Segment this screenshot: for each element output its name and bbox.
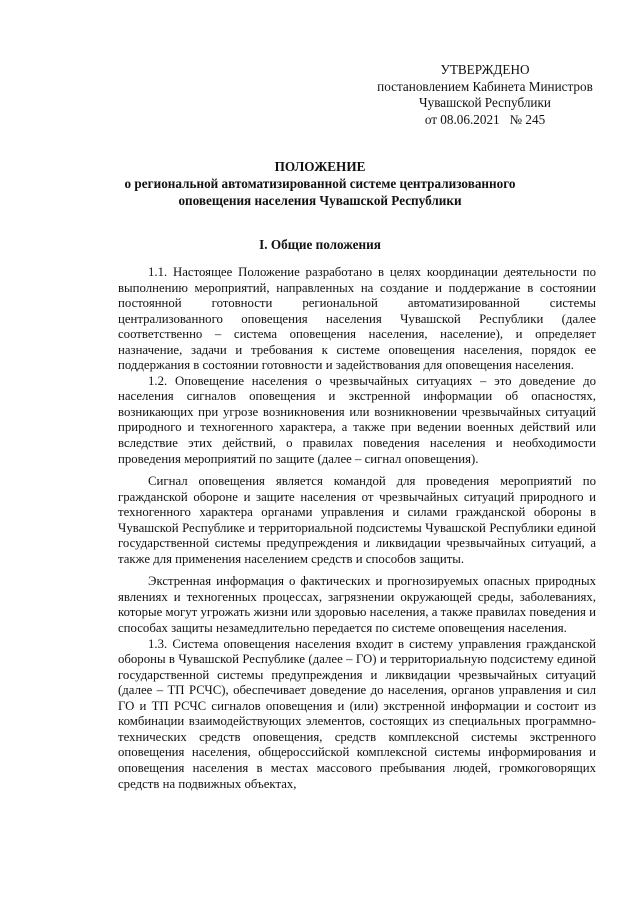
- document-body: [118, 265, 596, 792]
- paragraph-1-1: 1.1. Настоящее Положение разработано в целях координации деятельности по выполнению мероприятий, направленных на создание и поддержание в состоянии постоянной готовности региональной автоматизированной системы централизованного оповещения населения Чувашской Республики (далее соответственно – система оповещения населения, население), и определяет назначение, задачи и требования к системе оповещения населения, порядок ее поддержания в состоянии готовности и задействования для оповещения населения.: [118, 265, 596, 373]
- approval-stamp: [360, 62, 610, 128]
- paragraph-1-2: 1.2. Оповещение населения о чрезвычайных ситуациях – это доведение до населения сигналов оповещения и экстренной информации об опасностях, возникающих при угрозе возникновения или возникновении чрезвычайных ситуаций природного и техногенного характера, а также при ведении военных действий или вследствие этих действий, о правилах поведения населения и необходимости проведения мероприятий по защите (далее – сигнал оповещения).: [118, 373, 596, 466]
- title-heading: ПОЛОЖЕНИЕ: [274, 159, 366, 174]
- paragraph-1-3: 1.3. Система оповещения населения входит в систему управления гражданской обороны в Чувашской Республике (далее – ГО) и территориальную подсистему единой государственной системы предупреждения и ликвидации чрезвычайных ситуаций (далее – ТП РСЧС), обеспечивает доведение до населения, органов управления и сил ГО и ТП РСЧС сигналов оповещения и (или) экстренной информации и состоит из комбинации взаимодействующих элементов, состоящих из специальных программно-технических средств оповещения, средств комплексной системы экстренного оповещения населения, общероссийской комплексной системы информирования и оповещения населения в местах массового пребывания людей, громкоговорящих средств на подвижных объектах,: [118, 636, 596, 791]
- approval-authority: постановлением Кабинета Министров: [377, 78, 593, 94]
- section-heading: I. Общие положения: [259, 237, 381, 252]
- approval-date-number: от 08.06.2021 № 245: [424, 111, 546, 127]
- title-line-1: о региональной автоматизированной системе централизованного: [124, 176, 516, 191]
- approval-region: Чувашской Республики: [419, 95, 551, 110]
- paragraph-signal: Сигнал оповещения является командой для проведения мероприятий по гражданской обороне и защите населения от чрезвычайных ситуаций природного и техногенного характера органами управления и силами гражданской обороны в Чувашской Республике и территориальной подсистемы Чувашской Республики единой государственной системы предупреждения и ликвидации чрезвычайных ситуаций, а также для применения населением средств и способов защиты.: [118, 474, 596, 566]
- approval-label: УТВЕРЖДЕНО: [440, 62, 530, 77]
- title-line-2: оповещения населения Чувашской Республики: [178, 193, 462, 208]
- paragraph-emergency-info: Экстренная информация о фактических и прогнозируемых опасных природных явлениях и техногенных процессах, загрязнении окружающей среды, заболеваниях, которые могут угрожать жизни или здоровью населения, а также правилах поведения и способах защиты незамедлительно передается по системе оповещения населения.: [118, 574, 596, 636]
- document-title: [100, 158, 540, 209]
